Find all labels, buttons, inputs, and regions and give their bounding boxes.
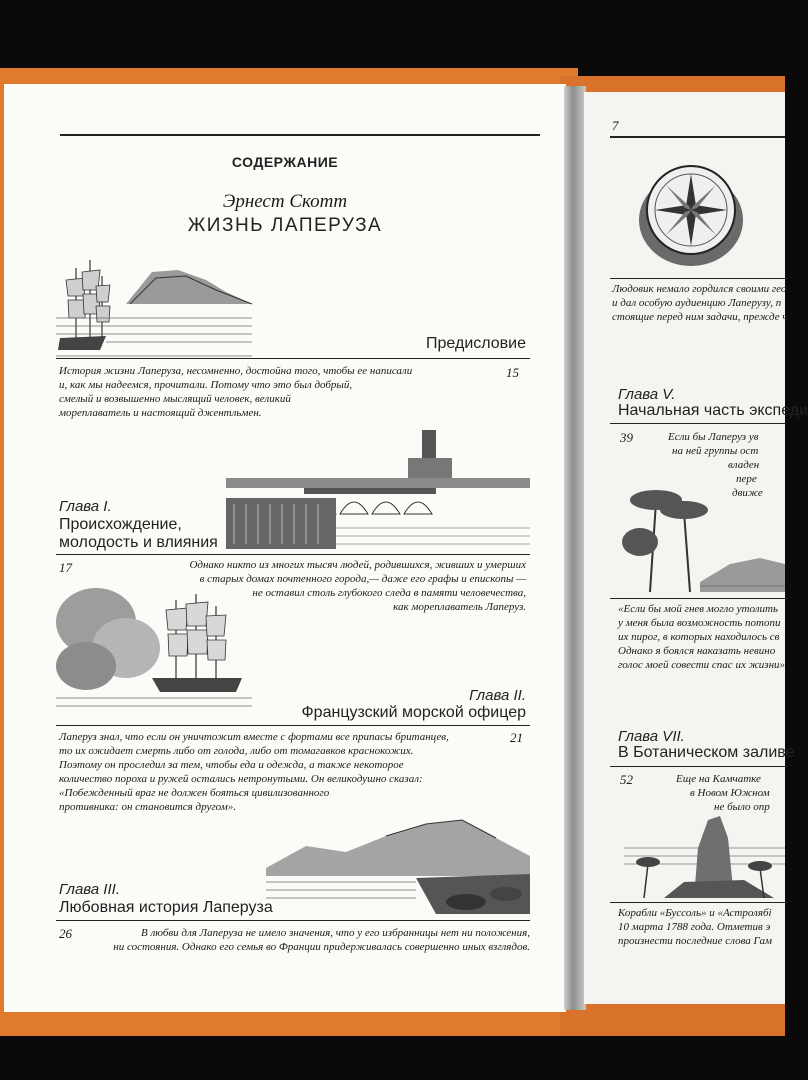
preface-page-number: 15 — [506, 365, 519, 380]
rock-rule — [610, 902, 785, 903]
contents-title: СОДЕРЖАНИЕ — [231, 154, 339, 170]
book-gutter — [564, 86, 586, 1010]
compass-caption — [612, 282, 787, 324]
chapter2-line: количество пороха и ружей остались нетронутыми. Он великодушно сказал: — [59, 773, 423, 785]
preface-line: История жизни Лаперуза, несомненно, достойна того, чтобы ее написали — [59, 365, 413, 377]
chapter2-page-number: 21 — [510, 730, 523, 745]
chapter7-caption — [618, 906, 793, 948]
left-page — [4, 84, 566, 1012]
chapter2-line: противника: он становится другом». — [59, 801, 236, 813]
coast-engraving — [266, 816, 530, 914]
chapter5-quote-line: их пирог, в которых находилось св — [618, 631, 780, 643]
compass-caption-line: и дал особую аудиенцию Лаперузу, п — [612, 297, 782, 309]
chapter5-line: движе — [732, 487, 763, 499]
compass-rule — [610, 278, 785, 279]
chapter2-line: «Побежденный враг не должен бояться цивилизованного — [59, 787, 330, 799]
ship-engraving — [56, 252, 252, 362]
preface-line: мореплаватель и настоящий джентльмен. — [59, 407, 262, 419]
right-top-rule — [610, 136, 785, 138]
chapter2-line: Лаперуз знал, что если он уничтожит вместе с фортами все припасы британцев, — [59, 731, 449, 743]
chapter7-title: В Ботаническом заливе — [618, 744, 795, 761]
chapter5-line: Если бы Лаперуз ув — [668, 431, 759, 443]
palm-engraving — [620, 472, 785, 597]
book-title: ЖИЗНЬ ЛАПЕРУЗА — [187, 215, 383, 236]
chapter5-title: Начальная часть экспеди — [618, 402, 808, 419]
top-rule — [60, 134, 540, 136]
compass-engraving — [636, 158, 746, 270]
chapter2-line: то их ожидает смерть либо от голода, либо от томагавков краснокожих. — [59, 745, 414, 757]
chapter7-line: в Новом Южном — [690, 787, 770, 799]
rock-engraving — [624, 808, 785, 900]
chapter2-rule — [56, 725, 530, 726]
chapter5-quote-line: «Если бы мой гнев могло утолить — [618, 603, 778, 615]
chapter2-line: Поэтому он проследил за тем, чтобы еда и одежда, а также некоторое — [59, 759, 404, 771]
chapter5-rule — [610, 423, 785, 424]
chapter1-line: Однако никто из многих тысяч людей, родившихся, живших и умерших — [189, 559, 526, 571]
chapter5-quote-line: Однако я боялся наказать невино — [618, 645, 776, 657]
chapter1-label: Глава I. — [59, 498, 112, 515]
battle-engraving — [56, 582, 252, 710]
chapter3-description — [94, 926, 530, 954]
chapter1-line: в старых домах почтенного города,— даже его графы и епископы — — [199, 573, 526, 585]
chapter3-line: В любви для Лаперуза не имело значения, что у его избранницы нет ни положения, — [140, 927, 530, 939]
chapter7-caption-line: произнести последние слова Гам — [618, 935, 773, 947]
chapter5-line: на ней группы ост — [672, 445, 759, 457]
chapter3-page-number: 26 — [59, 926, 72, 941]
chapter7-caption-line: 10 марта 1788 года. Отметив э — [618, 921, 771, 933]
compass-caption-line: стоящие перед ним задачи, прежде ч — [612, 311, 788, 323]
chapter5-quote-line: голос моей совести спас их жизни» — [618, 659, 786, 671]
right-page-number: 7 — [612, 118, 619, 133]
chapter5-label: Глава V. — [618, 386, 676, 403]
chapter2-label: Глава II. — [469, 687, 526, 704]
preface-rule — [56, 358, 530, 359]
chapter5-line: владен — [728, 459, 760, 471]
chapter7-line: Еще на Камчатке — [676, 773, 761, 785]
chapter7-rule — [610, 766, 785, 767]
right-page — [584, 92, 808, 1004]
chapter2-title: Французский морской офицер — [301, 704, 526, 721]
chapter5-page-number: 39 — [620, 430, 633, 445]
chapter1-page-number: 17 — [59, 560, 72, 575]
chapter1-title-line2: молодость и влияния — [59, 534, 218, 551]
chapter1-line: как мореплаватель Лаперуз. — [393, 601, 526, 613]
preface-line: смелый и возвышенно мыслящий человек, великий — [59, 393, 291, 405]
author-name: Эрнест Скотт — [222, 191, 348, 212]
chapter1-line: не оставил столь глубокого следа в памяти человечества, — [252, 587, 526, 599]
compass-caption-line: Людовик немало гордился своими гео — [612, 283, 787, 295]
chapter3-label: Глава III. — [59, 881, 120, 898]
chapter7-label: Глава VII. — [618, 728, 685, 745]
preface-description — [59, 364, 489, 420]
chapter1-title-line1: Происхождение, — [59, 516, 182, 533]
chapter5-line: пере — [736, 473, 757, 485]
chapter1-rule — [56, 554, 530, 555]
palm-rule — [610, 598, 785, 599]
chapter7-caption-line: Корабли «Буссоль» и «Астролябі — [618, 907, 772, 919]
preface-line: и, как мы надеемся, прочитали. Потому что это был добрый, — [59, 379, 353, 391]
chapter7-page-number: 52 — [620, 772, 633, 787]
chapter5-quote — [618, 602, 793, 672]
preface-title: Предисловие — [426, 335, 526, 352]
city-engraving — [224, 424, 530, 549]
chapter3-rule — [56, 920, 530, 921]
chapter7-line: не было опр — [714, 801, 770, 813]
chapter3-title: Любовная история Лаперуза — [59, 899, 273, 916]
chapter2-description — [59, 730, 499, 814]
chapter3-line: ни состояния. Однако его семья во Франции придерживалась совершенно иных взглядов. — [113, 941, 530, 953]
chapter5-quote-line: у меня была возможность потопи — [618, 617, 781, 629]
